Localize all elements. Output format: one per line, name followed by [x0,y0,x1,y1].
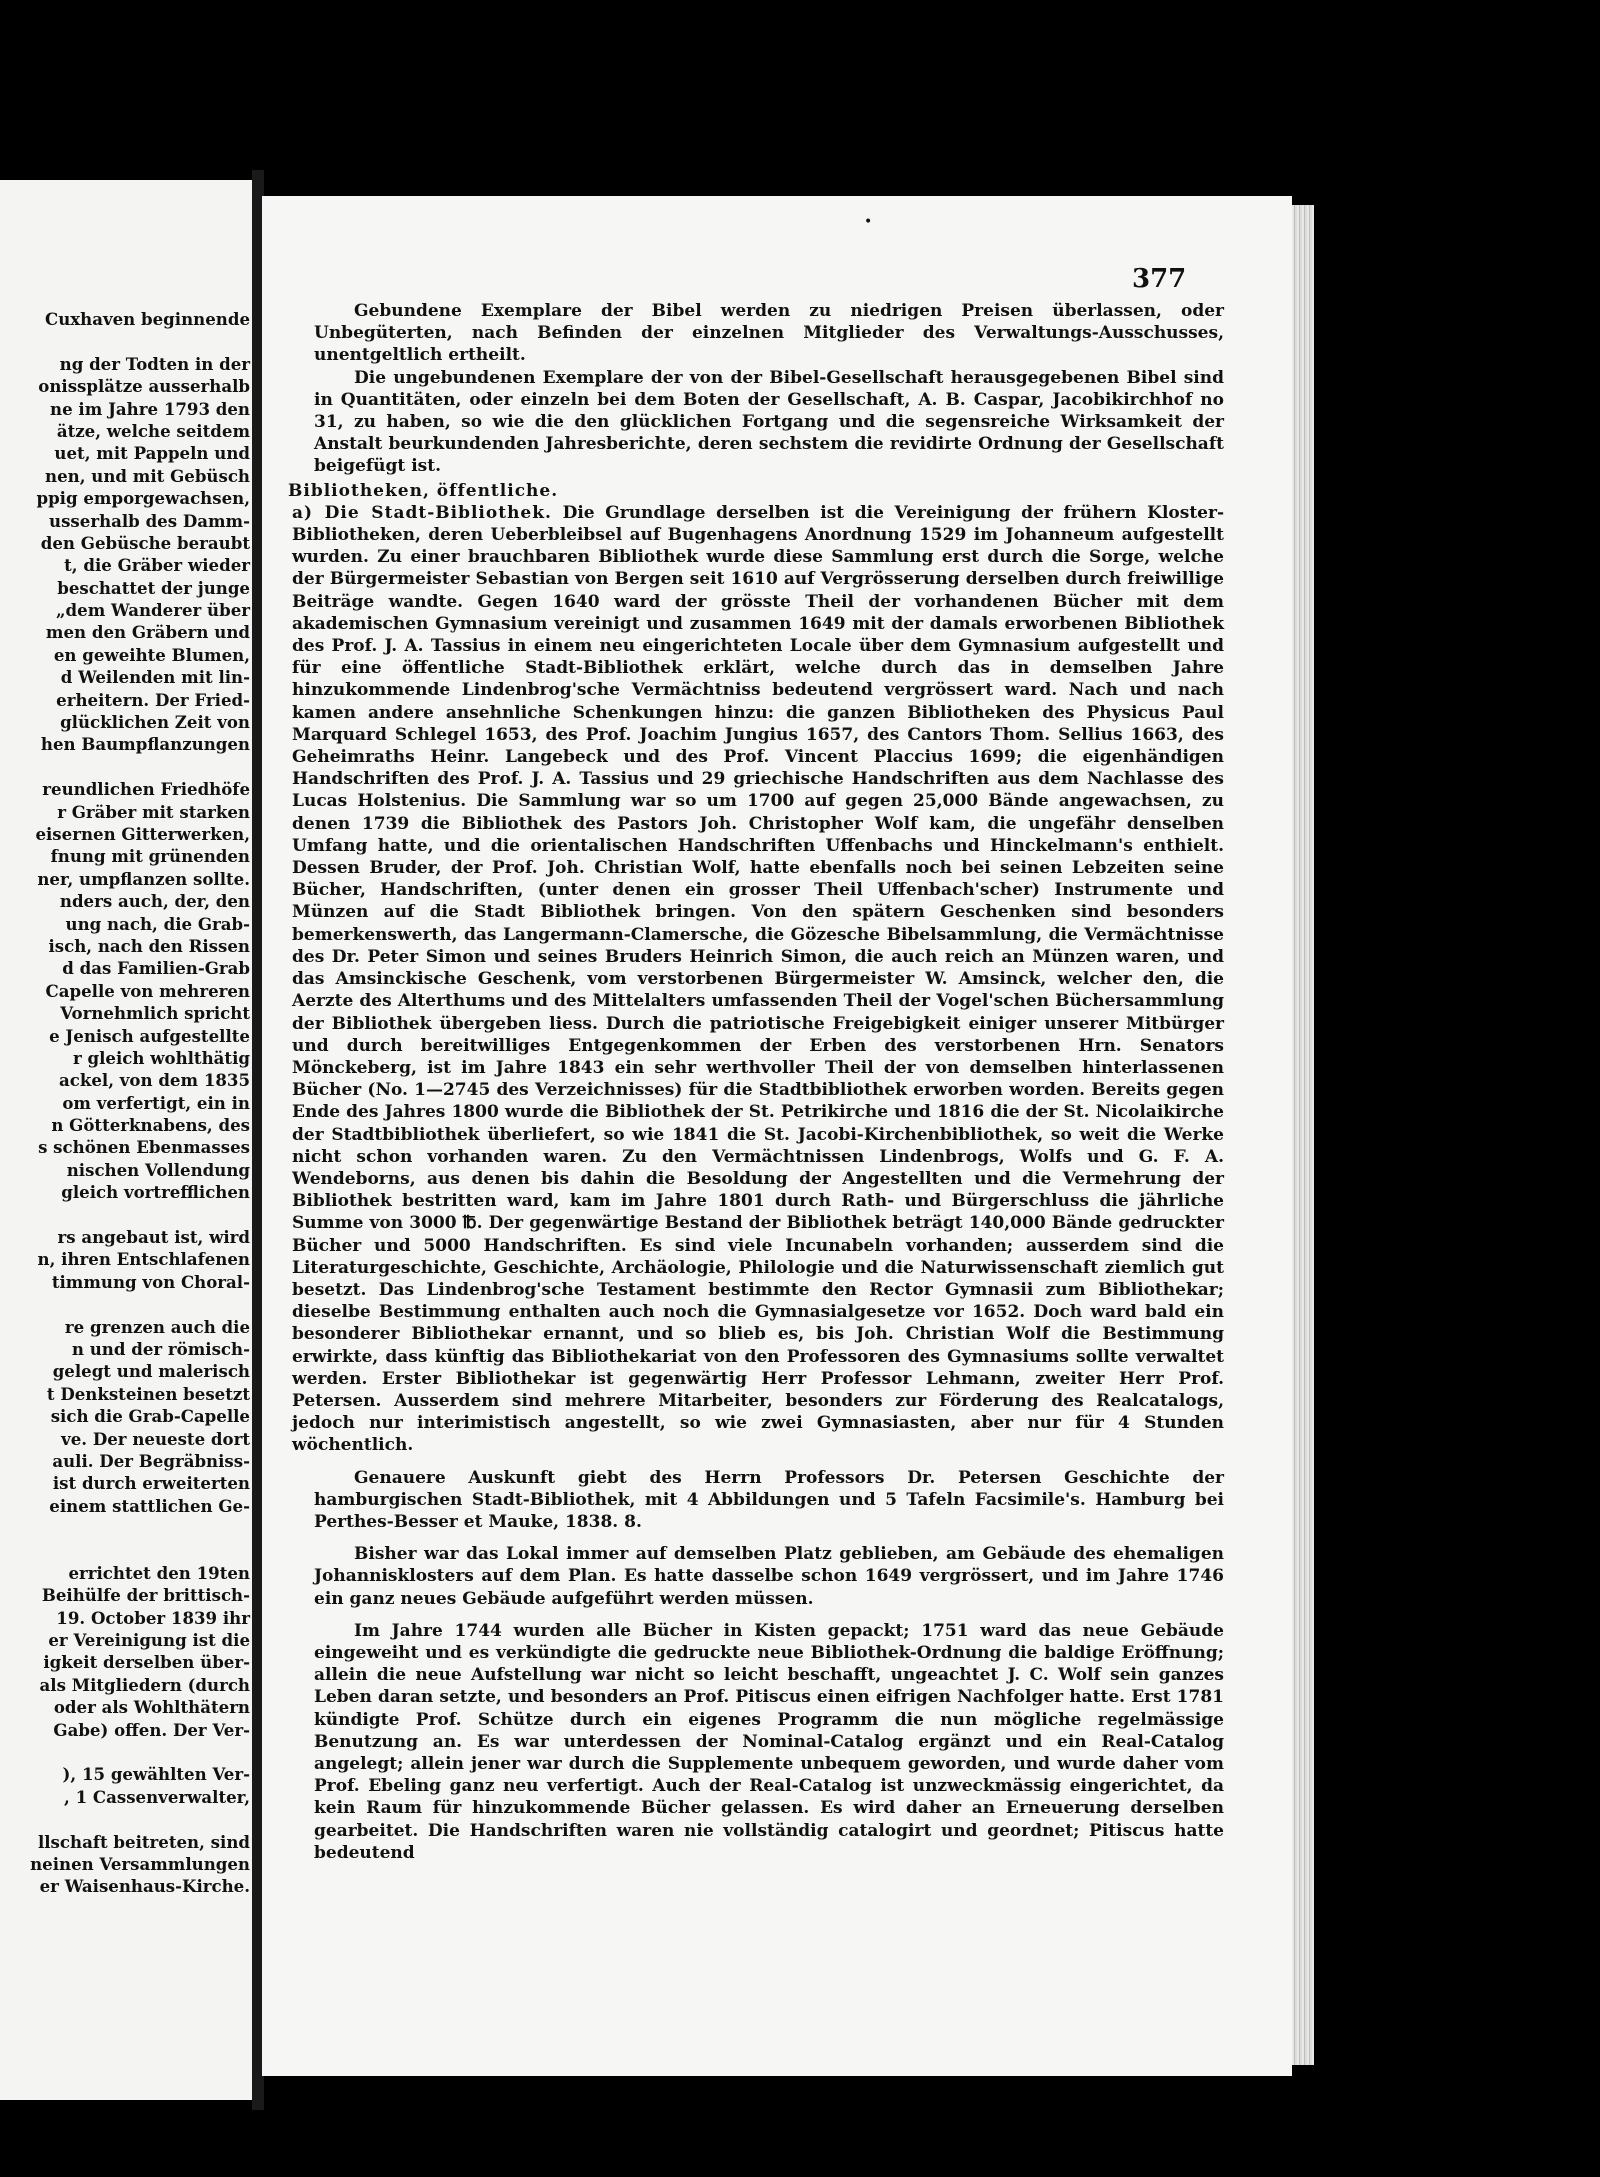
left-page-line: ätze, welche seitdem [56,420,250,441]
left-page-line: d Weilenden mit lin- [60,667,250,688]
left-page-line [0,330,250,352]
left-page-line: reundlichen Friedhöfe [42,779,250,800]
left-page-line: auli. Der Begräbniss- [52,1450,250,1471]
left-page-line: glücklichen Zeit von [60,712,250,733]
paragraph-stadt-bibliothek-body: Die Grundlage derselben ist die Vereinigung der frühern Kloster-Bibliotheken, deren Ueberbleibsel auf Bugenhagens Anordnung 1529 im Johanneum aufgestellt wurden. Zu einer brauchbaren Bibliothek wurde diese Sammlung erst durch die Sorge, welche der Bürgermeister Sebastian von Bergen seit 1610 auf Vergrösserung derselben durch freiwillige Beiträge wandte. Gegen 1640 ward der grösste Theil der vorhandenen Bücher mit dem akademischen Gymnasium vereinigt und zusammen 1649 mit der damals erworbenen Bibliothek des Prof. J. A. Tassius in einem neu eingerichteten Locale über dem Gymnasium aufgestellt und für eine öffentliche Stadt-Bibliothek erklärt, welche durch das in demselben Jahre hinzukommende Lindenbrog'sche Vermächtniss bedeutend vergrössert ward. Nach und nach kamen andere ansehnliche Schenkungen hinzu: die ganzen Bibliotheken des Physicus Paul Marquard Schlegel 1653, des Prof. Joachim Jungius 1657, des Cantors Thom. Sellius 1663, des Geheimraths Heinr. Langebeck und des Prof. Vincent Placcius 1699; die eigenhändigen Handschriften des Prof. J. A. Tassius und 29 griechische Handschriften aus dem Nachlasse des Lucas Holstenius. Die Sammlung war so um 1700 auf gegen 25,000 Bände angewachsen, zu denen 1739 die Bibliothek des Pastors Joh. Christopher Wolf kam, die ungefähr denselben Umfang hatte, und die orientalischen Handschriften Uffenbachs und Hinckelmann's enthielt. Dessen Bruder, der Prof. Joh. Christian Wolf, hatte ebenfalls noch bei seinen Lebzeiten seine Bücher, Handschriften, (unter denen ein grosser Theil Uffenbach'scher) Instrumente und Münzen auf die Stadt Bibliothek bringen. Von den spätern Geschenken sind besonders bemerkenswerth, das Langermann-Clamersche, die Gözesche Bibelsammlung, die Vermächtnisse des Dr. Peter Simon und seines Bruders Heinrich Simon, die auch reich an Münzen waren, und das Amsinckische Geschenk, vom verstorbenen Bürgermeister W. Amsinck, welcher den, die Aerzte des Alterthums und des Mittelalters umfassenden Theil der Vogel'schen Büchersammlung der Bibliothek übergeben liess. Durch die patriotische Freigebigkeit einiger unserer Mitbürger und durch bereitwilliges Entgegenkommen der Erben des verstorbenen Hrn. Senators Mönckeberg, ist im Jahre 1843 ein sehr werthvoller Theil der von demselben hinterlassenen Bücher (No. 1—2745 des Verzeichnisses) für die Stadtbibliothek erworben worden. Bereits gegen Ende des Jahres 1800 wurde die Bibliothek der St. Petrikirche und 1816 die der St. Nicolaikirche der Stadtbibliothek überliefert, so wie 1841 die St. Jacobi-Kirchenbibliothek, so weit die Werke nicht schon vorhanden waren. Zu den Vermächtnissen Lindenbrogs, Wolfs und G. F. A. Wendeborns, aus denen bis dahin die Besoldung der Angestellten und die Vermehrung der Bibliothek bestritten ward, kam im Jahre 1801 durch Rath- und Bürgerschluss die jährliche Summe von 3000 ℔. Der gegenwärtige Bestand der Bibliothek beträgt 140,000 Bände gedruckter Bücher und 5000 Handschriften. Es sind viele Incunabeln vorhanden; ausserdem sind die Literaturgeschichte, Geschichte, Archäologie, Philologie und die Naturwissenschaft ziemlich gut besetzt. Das Lindenbrog'sche Testament bestimmte den Rector Gymnasii zum Bibliothekar; dieselbe Bestimmung enthalten auch noch die Gymnasialgesetze vor 1652. Doch ward bald ein besonderer Bibliothekar ernannt, und so blieb es, bis Joh. Christian Wolf die Bestimmung erwirkte, dass künftig das Bibliothekariat von den Professoren des Gymnasiums sollte verwaltet werden. Erster Bibliothekar ist gegenwärtig Herr Professor Lehmann, zweiter Herr Prof. Petersen. Ausserdem sind mehrere Mitarbeiter, besonders zur Förderung des Realcatalogs, jedoch nur interimistisch angestellt, so wie zwei Gymnasiasten, aber nur für 4 Stunden wöchentlich. [292,502,1225,1456]
left-page-line: ve. Der neueste dort [61,1428,250,1449]
left-page-line: errichtet den 19ten [68,1562,250,1583]
left-page-line [0,1204,250,1226]
left-page-line [0,1741,250,1763]
left-page-line: igkeit derselben über- [43,1652,250,1673]
left-page-line: r Gräber mit starken [57,801,250,822]
left-page-line: d das Familien-Grab [62,958,250,979]
left-page-line: Beihülfe der brittisch- [41,1585,250,1606]
left-page-line: t, die Gräber wieder [64,555,250,576]
left-page-line: ng der Todten in der [59,353,250,374]
paragraph-stadt-bibliothek [292,502,1224,1457]
left-page-line: s schönen Ebenmasses [38,1137,250,1158]
left-page-line: n, ihren Entschlafenen [37,1249,250,1270]
left-page-line: Cuxhaven beginnende [45,309,250,329]
left-page-line: r gleich wohlthätig [72,1047,250,1068]
left-page-line: t Denksteinen besetzt [46,1383,250,1404]
left-page-line: gleich vortrefflichen [61,1182,250,1203]
left-page-line [0,1539,250,1561]
page-edges [1292,205,1314,2065]
subsection-label: a) Die Stadt-Bibliothek. [292,502,552,523]
left-page-line: er Waisenhaus-Kirche. [39,1876,250,1897]
left-page-line [0,1293,250,1315]
left-page-line: den Gebüsche beraubt [40,532,250,553]
left-page-line: sich die Grab-Capelle [50,1406,250,1427]
left-page-line: en geweihte Blumen, [53,644,250,665]
left-page-line: re grenzen auch die [64,1316,250,1337]
left-page-line: men den Gräbern und [45,622,250,643]
left-page-line [0,756,250,778]
right-page [262,196,1292,2076]
left-page-line: onissplätze ausserhalb [38,376,250,397]
left-page-line: Capelle von mehreren [45,980,250,1001]
left-page-line: llschaft beitreten, sind [37,1831,250,1852]
left-page-line: ist durch erweiterten [52,1473,250,1494]
left-page-line: ), 15 gewählten Ver- [62,1764,250,1785]
left-page-line: als Mitgliedern (durch [39,1674,250,1695]
left-page-line: 19. October 1839 ihr [56,1607,250,1628]
left-page-line: er Vereinigung ist die [48,1630,250,1651]
left-page-line: ne im Jahre 1793 den [50,398,250,419]
left-page-line: n und der römisch- [71,1338,250,1359]
left-page-line: uet, mit Pappeln und [54,443,250,464]
left-page [0,180,255,2100]
left-page-line: om verfertigt, ein in [62,1092,250,1113]
page-number: 377 [1132,264,1187,294]
paragraph-bible-unbound: Die ungebundenen Exemplare der von der Bibel-Gesellschaft herausgegebenen Bibel sind in Quantitäten, oder einzeln bei dem Boten der Gesellschaft, A. B. Caspar, Jacobikirchhof no 31, zu haben, so wie die den glücklichen Fortgang und die segensreiche Wirksamkeit der Anstalt beurkundenden Jahresberichte, deren sechstem die revidirte Ordnung der Gesellschaft beigefügt ist. [314,367,1224,477]
paragraph-history: Im Jahre 1744 wurden alle Bücher in Kisten gepackt; 1751 ward das neue Gebäude eingeweiht und es verkündigte die gedruckte neue Bibliothek-Ordnung die baldige Eröffnung; allein die neue Aufstellung war nicht so leicht beschafft, ungeachtet J. C. Wolf sein ganzes Leben daran setzte, und besonders an Prof. Pitiscus einen eifrigen Nachfolger hatte. Erst 1781 kündigte Prof. Schütze durch ein eigenes Programm die nun mögliche regelmässige Benutzung an. Es war unterdessen der Nominal-Catalog ergänzt und ein Real-Catalog angelegt; allein jener war durch die Supplemente unbequem geworden, und wurde daher vom Prof. Ebeling ganz neu verfertigt. Auch der Real-Catalog ist unzweckmässig eingerichtet, da kein Raum für hinzukommende Bücher gelassen. Es wird daher an Erneuerung derselben gearbeitet. Die Handschriften waren nie vollständig catalogirt und geordnet; Pitiscus hatte bedeutend [314,1620,1224,1863]
left-page-line: usserhalb des Damm- [49,510,250,531]
left-page-line: n Götterknabens, des [51,1115,250,1136]
left-page-line: ackel, von dem 1835 [59,1070,250,1091]
left-page-line: isch, nach den Rissen [48,935,250,956]
left-page-line: „dem Wanderer über [56,600,250,621]
left-page-line: ppig emporgewachsen, [36,488,250,509]
left-page-line: oder als Wohlthätern [53,1697,250,1718]
left-page-line: gelegt und malerisch [52,1361,250,1382]
left-page-line: rs angebaut ist, wird [57,1227,250,1248]
left-page-line: fnung mit grünenden [50,846,250,867]
left-page-line: e Jenisch aufgestellte [49,1025,250,1046]
left-page-line: nen, und mit Gebüsch [45,465,250,486]
paragraph-lokal: Bisher war das Lokal immer auf demselben Platz geblieben, am Gebäude des ehemaligen Johannisklosters auf dem Plan. Es hatte dasselbe schon 1649 vergrössert, und im Jahre 1746 ein ganz neues Gebäude aufgeführt werden müssen. [314,1544,1224,1609]
left-page-line: hen Baumpflanzungen [40,734,250,755]
left-page-line [0,1808,250,1830]
left-page-line: nischen Vollendung [66,1159,250,1180]
left-page-line: Vornehmlich spricht [60,1003,250,1024]
left-page-line: ner, umpflanzen sollte. [37,868,250,889]
main-text [288,300,1225,1864]
left-page-line: timmung von Choral- [51,1271,250,1292]
left-page-line: neinen Versammlungen [30,1853,250,1874]
section-heading: Bibliotheken, öffentliche. [288,480,559,501]
paragraph-reference: Genauere Auskunft giebt des Herrn Professors Dr. Petersen Geschichte der hamburgischen Stadt-Bibliothek, mit 4 Abbildungen und 5 Tafeln Facsimile's. Hamburg bei Perthes-Besser et Mauke, 1838. 8. [314,1467,1224,1532]
left-page-text [0,308,250,1898]
left-page-line: nders auch, der, den [59,891,250,912]
left-page-line: erheitern. Der Fried- [56,689,250,710]
left-page-line: einem stattlichen Ge- [49,1495,250,1516]
left-page-line: Gabe) offen. Der Ver- [53,1719,250,1740]
paragraph-bible-bound: Gebundene Exemplare der Bibel werden zu niedrigen Preisen überlassen, oder Unbegüterten, nach Befinden der einzelnen Mitglieder des Verwaltungs-Ausschusses, unentgeltlich ertheilt. [314,301,1224,366]
left-page-line: eisernen Gitterwerken, [35,823,250,844]
page-mark: • [864,214,873,230]
left-page-line: beschattet der junge [57,577,250,598]
left-page-line [0,1517,250,1539]
left-page-line: , 1 Cassenverwalter, [64,1786,250,1807]
left-page-line: ung nach, die Grab- [65,913,250,934]
